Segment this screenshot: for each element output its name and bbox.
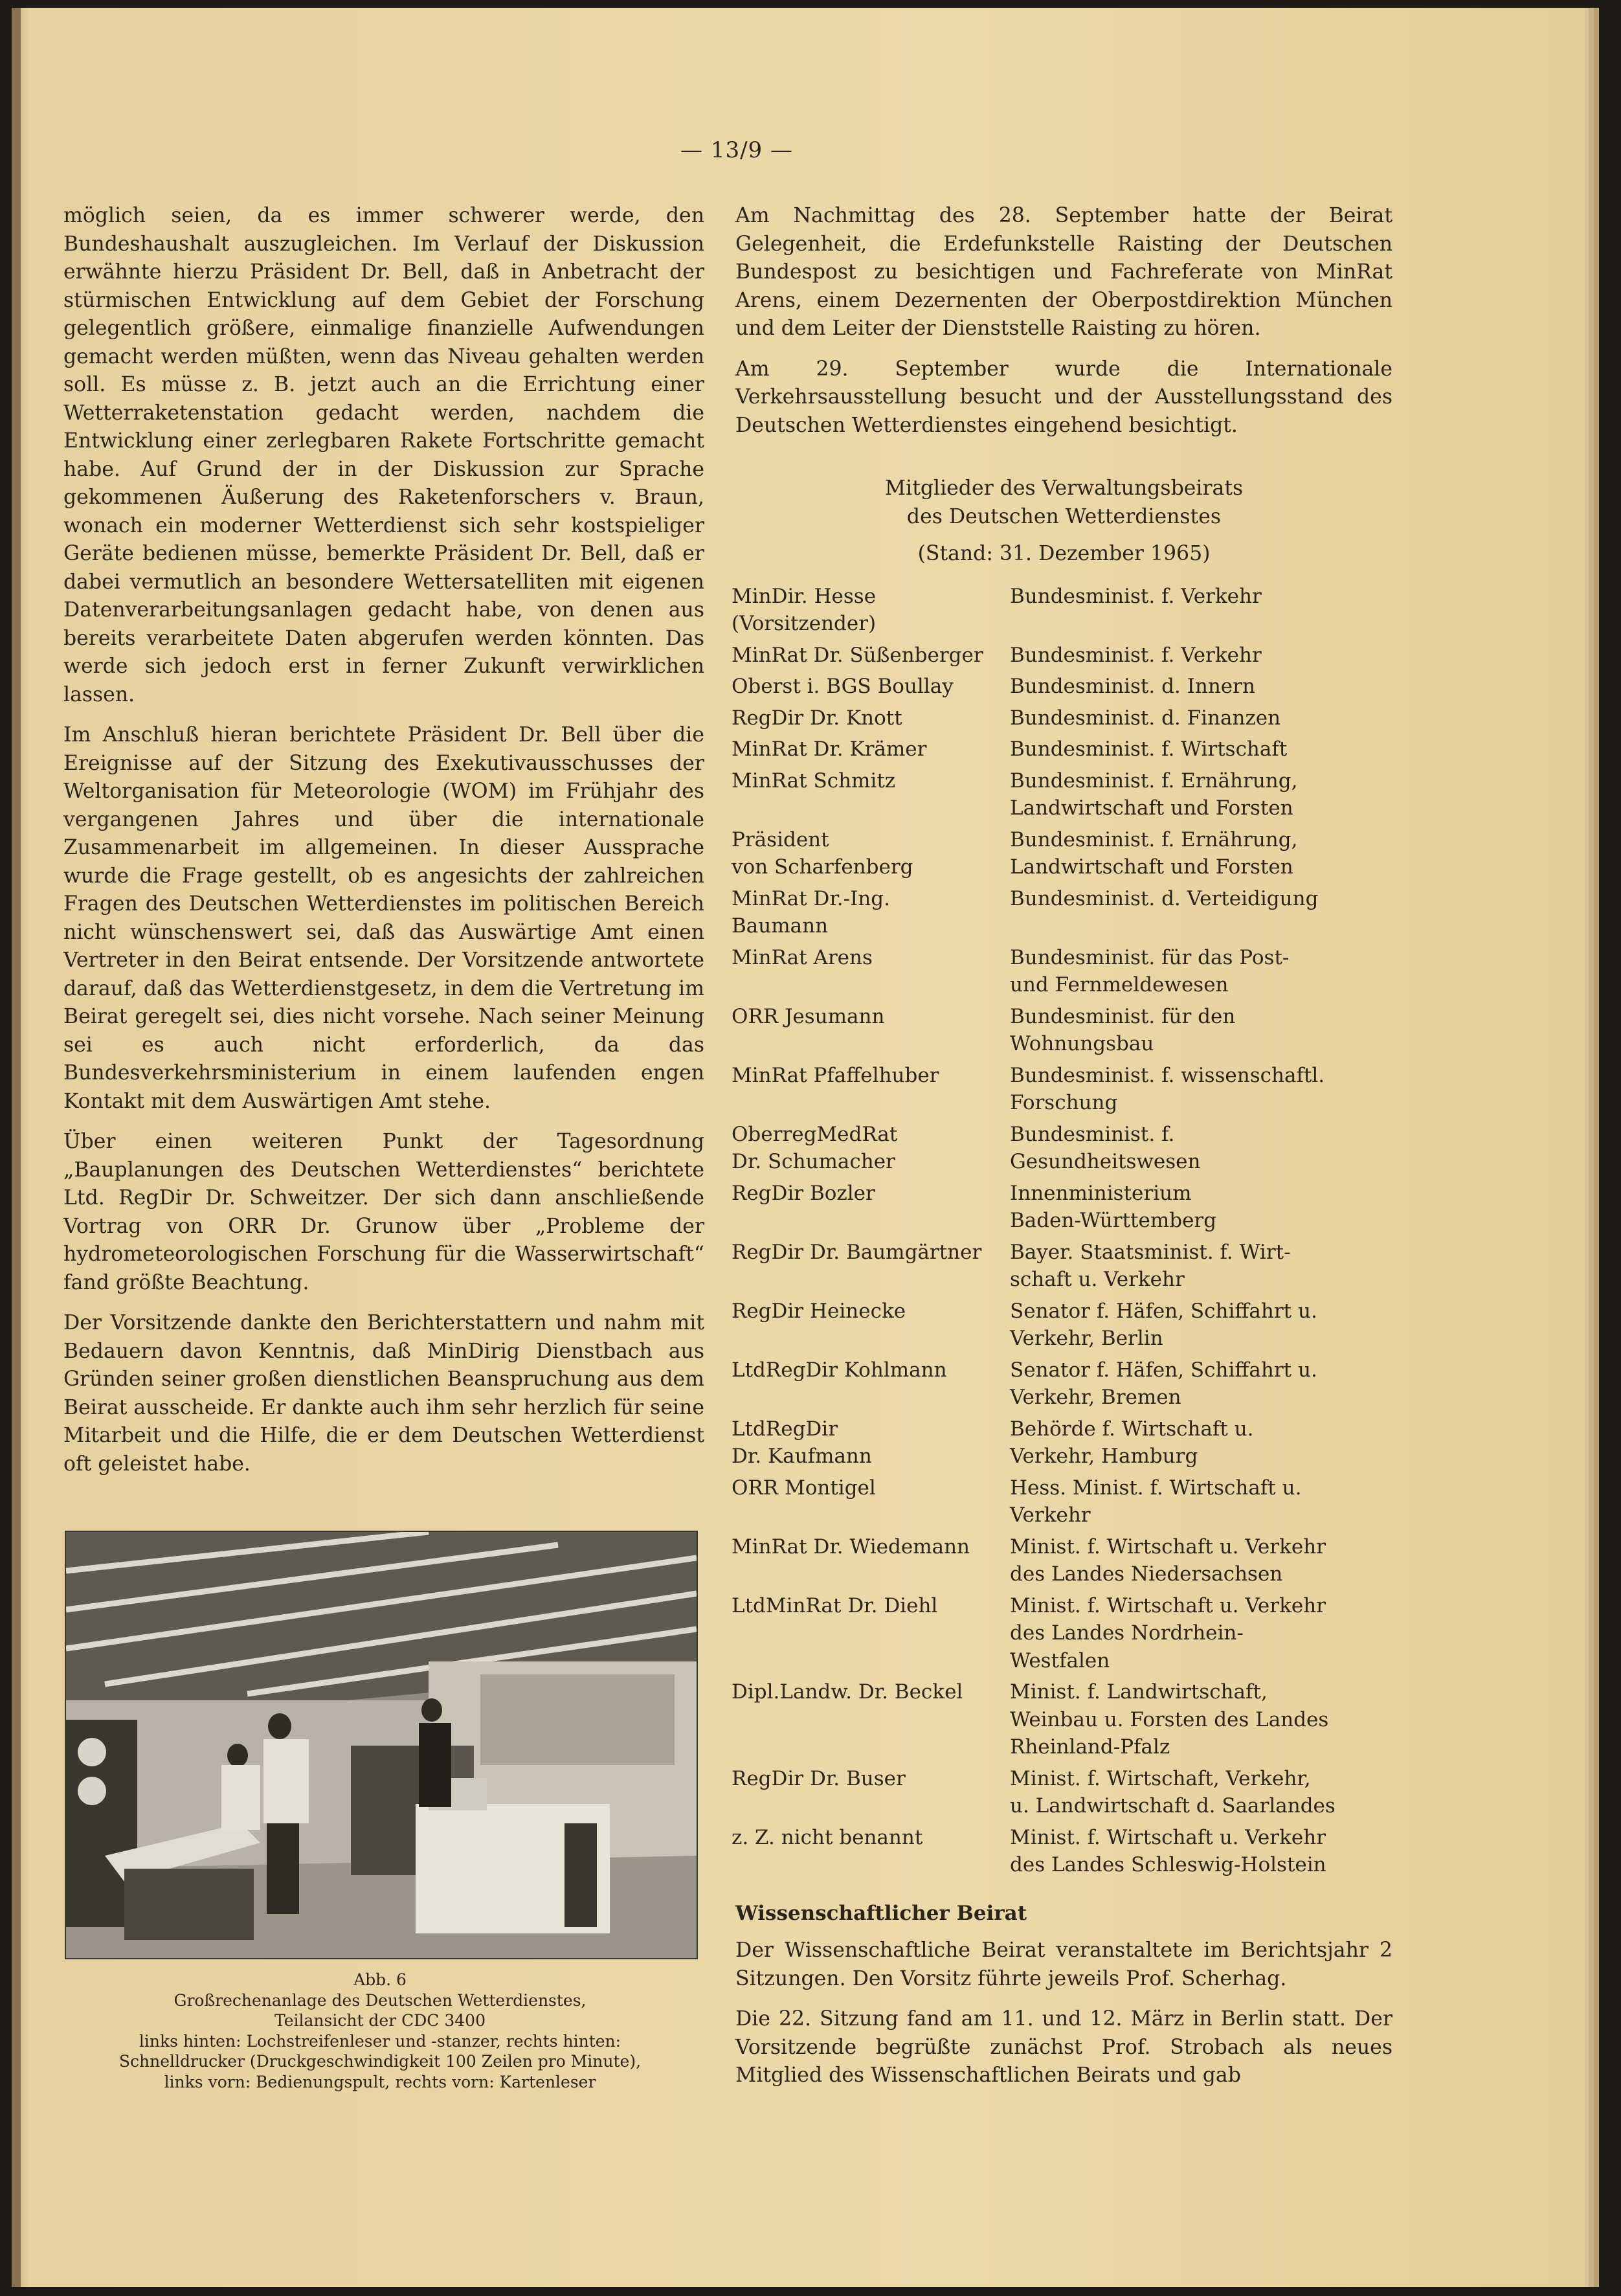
member-row — [732, 638, 1382, 670]
member-ministry: Hess. Minist. f. Wirtschaft u. Verkehr — [1010, 1476, 1302, 1527]
members-heading-line-2: des Deutschen Wetterdienstes — [906, 504, 1222, 528]
caption-line-2: Teilansicht der CDC 3400 — [274, 2011, 486, 2030]
member-row — [732, 1470, 1382, 1529]
member-ministry: Bundesminist. f. Verkehr — [1010, 643, 1262, 667]
section-paragraph-2: Die 22. Sitzung fand am 11. und 12. März in Berlin statt. Der Vorsitzende begrüßte zunächst Prof. Strobach als neues Mitglied des Wissenschaftlichen Beirats und gab — [735, 2007, 1392, 2087]
member-row — [732, 881, 1382, 940]
member-row — [732, 1294, 1382, 1353]
members-stand-date: (Stand: 31. Dezember 1965) — [917, 542, 1211, 565]
member-ministry: Bundesminist. f. Ernährung, Landwirtschaft und Forsten — [1010, 769, 1298, 820]
member-name: MinRat Pfaffelhuber — [732, 1063, 939, 1087]
member-ministry: Bundesminist. d. Finanzen — [1010, 706, 1281, 730]
member-name: RegDir Dr. Baumgärtner — [732, 1240, 982, 1264]
caption-line-1: Großrechenanlage des Deutschen Wetterdienstes, — [173, 1990, 587, 2010]
section-paragraph-1: Der Wissenschaftliche Beirat veranstaltete im Berichtsjahr 2 Sitzungen. Den Vorsitz führte jeweils Prof. Scherhag. — [735, 1939, 1392, 1990]
members-heading-line-1: Mitglieder des Verwaltungsbeirats — [884, 477, 1244, 500]
member-ministry: Minist. f. Landwirtschaft, Weinbau u. Forsten des Landes Rheinland-Pfalz — [1010, 1680, 1329, 1759]
member-ministry: Minist. f. Wirtschaft u. Verkehr des Landes Nordrhein- Westfalen — [1010, 1593, 1326, 1672]
figure-title: Abb. 6 — [353, 1970, 407, 1989]
member-name: Präsident von Scharfenberg — [732, 827, 913, 879]
member-row — [732, 701, 1382, 732]
page-binding-edge — [12, 8, 21, 2287]
member-ministry: Bundesminist. f. wissenschaftl. Forschung — [1010, 1063, 1325, 1114]
member-name: LtdRegDir Dr. Kaufmann — [732, 1417, 872, 1468]
member-name: MinRat Dr. Krämer — [732, 737, 927, 761]
member-ministry: Senator f. Häfen, Schiffahrt u. Verkehr, Bremen — [1010, 1358, 1317, 1409]
member-name: MinRat Dr. Süßenberger — [732, 643, 983, 667]
member-ministry: Bundesminist. d. Innern — [1010, 675, 1255, 698]
member-name: OberregMedRat Dr. Schumacher — [732, 1122, 898, 1173]
left-paragraph-3: Über einen weiteren Punkt der Tagesordnung „Bauplanungen des Deutschen Wetterdienstes“ berichtete Ltd. RegDir Dr. Schweitzer. Der sich dann anschließende Vortrag von ORR Dr. Grunow über „Probleme der hydrometeorologischen Forschung für die Wasserwirtschaft“ fand größte Beachtung. — [63, 1130, 704, 1294]
member-ministry: Bayer. Staatsminist. f. Wirt- schaft u. Verkehr — [1010, 1240, 1291, 1291]
member-row — [732, 1761, 1382, 1820]
left-paragraph-1: möglich seien, da es immer schwerer werde, den Bundeshaushalt auszugleichen. Im Verlauf der Diskussion erwähnte hierzu Präsident Dr. Bell, daß in Anbetracht der stürmischen Entwicklung auf dem Gebiet der Forschung gelegentlich größere, einmalige finanzielle Aufwendungen gemacht werden müßten, wenn das Niveau gehalten werden soll. Es müsse z. B. jetzt auch an die Errichtung einer Wetterraketenstation gedacht werden, nachdem die Entwicklung einer zerlegbaren Rakete Fortschritte gemacht habe. Auf Grund der in der Diskussion zur Sprache gekommenen Äußerung des Raketenforschers v. Braun, wonach ein moderner Wetterdienst sich sehr kostspieliger Geräte bedienen müsse, bemerkte Präsident Dr. Bell, daß er dabei vermutlich an besondere Wettersatelliten mit eigenen Datenverarbeitungsanlagen gedacht habe, von denen aus bereits verarbeitete Daten abgerufen werden könnten. Das werde sich jedoch erst in ferner Zukunft verwirklichen lassen. — [63, 204, 704, 706]
members-table — [732, 583, 1382, 1879]
member-name: ORR Montigel — [732, 1476, 876, 1500]
member-name: RegDir Heinecke — [732, 1299, 906, 1323]
right-column — [732, 202, 1392, 2102]
member-row — [732, 1176, 1382, 1235]
member-name: Oberst i. BGS Boullay — [732, 675, 954, 698]
member-row — [732, 822, 1382, 881]
member-name: MinRat Dr.-Ing. Baumann — [732, 886, 890, 938]
member-name: MinDir. Hesse (Vorsitzender) — [732, 584, 877, 635]
member-name: RegDir Dr. Knott — [732, 706, 902, 730]
right-paragraph-2: Am 29. September wurde die Internationale Verkehrsausstellung besucht und der Ausstellungsstand des Deutschen Wetterdienstes eingehend besichtigt. — [735, 357, 1392, 437]
page-number: — 13/9 — — [680, 137, 793, 163]
member-name: Dipl.Landw. Dr. Beckel — [732, 1680, 963, 1704]
caption-line-3: links hinten: Lochstreifenleser und -stanzer, rechts hinten: — [139, 2031, 621, 2051]
member-ministry: Bundesminist. f. Ernährung, Landwirtschaft und Forsten — [1010, 827, 1298, 879]
member-ministry: Bundesminist. f. Gesundheitswesen — [1010, 1122, 1201, 1173]
member-row — [732, 1117, 1382, 1176]
member-row — [732, 583, 1382, 638]
section-heading: Wissenschaftlicher Beirat — [735, 1901, 1027, 1925]
member-ministry: Minist. f. Wirtschaft, Verkehr, u. Landwirtschaft d. Saarlandes — [1010, 1766, 1336, 1818]
member-ministry: Bundesminist. f. Wirtschaft — [1010, 737, 1288, 761]
member-name: z. Z. nicht benannt — [732, 1825, 923, 1849]
member-row — [732, 999, 1382, 1058]
member-name: MinRat Schmitz — [732, 769, 896, 793]
caption-line-4: Schnelldrucker (Druckgeschwindigkeit 100 Zeilen pro Minute), — [118, 2052, 642, 2071]
member-name: ORR Jesumann — [732, 1004, 885, 1028]
member-ministry: Bundesminist. d. Verteidigung — [1010, 886, 1319, 910]
member-ministry: Bundesminist. für das Post- und Fernmeldewesen — [1010, 945, 1290, 996]
member-name: MinRat Dr. Wiedemann — [732, 1535, 970, 1559]
member-name: RegDir Dr. Buser — [732, 1766, 906, 1790]
left-paragraph-4: Der Vorsitzende dankte den Berichterstattern und nahm mit Bedauern davon Kenntnis, daß MinDirig Dienstbach aus Gründen seiner großen dienstlichen Beanspruchung aus dem Beirat ausscheide. Er dankte auch ihm sehr herzlich für seine Mitarbeit und die Hilfe, die er dem Deutschen Wetterdienst oft geleistet habe. — [63, 1311, 704, 1476]
members-table-body — [732, 583, 1382, 1879]
document-page — [12, 8, 1585, 2287]
right-paragraph-1: Am Nachmittag des 28. September hatte der Beirat Gelegenheit, die Erdefunkstelle Raisting der Deutschen Bundespost zu besichtigen und Fachreferate von MinRat Arens, einem Dezernenten der Oberpostdirektion München und dem Leiter der Dienststelle Raisting zu hören. — [735, 204, 1392, 340]
member-row — [732, 1353, 1382, 1412]
member-name: RegDir Bozler — [732, 1181, 875, 1205]
member-ministry: Senator f. Häfen, Schiffahrt u. Verkehr, Berlin — [1010, 1299, 1317, 1350]
caption-line-5: links vorn: Bedienungspult, rechts vorn: Kartenleser — [164, 2072, 596, 2091]
member-row — [732, 763, 1382, 822]
member-row — [732, 1235, 1382, 1294]
computer-room-photo — [65, 1531, 698, 1959]
left-column — [63, 202, 704, 1491]
member-row — [732, 732, 1382, 763]
member-row — [732, 1820, 1382, 1879]
member-ministry: Minist. f. Wirtschaft u. Verkehr des Landes Schleswig-Holstein — [1010, 1825, 1326, 1876]
member-row — [732, 1058, 1382, 1117]
member-name: MinRat Arens — [732, 945, 873, 969]
member-ministry: Bundesminist. für den Wohnungsbau — [1010, 1004, 1236, 1055]
left-paragraph-2: Im Anschluß hieran berichtete Präsident Dr. Bell über die Ereignisse auf der Sitzung des Exekutivausschusses der Weltorganisation für Meteorologie (WOM) im Frühjahr des vergangenen Jahres und über die internationale Zusammenarbeit im allgemeinen. In dieser Aussprache wurde die Frage gestellt, ob es angesichts der zahlreichen Fragen des Deutschen Wetterdienstes im politischen Bereich nicht wünschenswert sei, daß das Auswärtige Amt einen Vertreter in den Beirat entsende. Der Vorsitzende antwortete darauf, daß das Wetterdienstgesetz, in dem die Vertretung im Beirat geregelt sei, dies nicht vorsehe. Nach seiner Meinung sei es auch nicht erforderlich, da das Bundesverkehrsministerium in einem laufenden engen Kontakt mit dem Auswärtigen Amt stehe. — [63, 723, 704, 1113]
member-ministry: Innenministerium Baden-Württemberg — [1010, 1181, 1217, 1232]
member-ministry: Behörde f. Wirtschaft u. Verkehr, Hamburg — [1010, 1417, 1254, 1468]
member-row — [732, 1588, 1382, 1675]
figure-caption — [65, 1970, 695, 2092]
member-row — [732, 1674, 1382, 1761]
member-row — [732, 940, 1382, 999]
member-ministry: Minist. f. Wirtschaft u. Verkehr des Landes Niedersachsen — [1010, 1535, 1326, 1586]
member-row — [732, 1412, 1382, 1470]
member-row — [732, 1529, 1382, 1588]
member-ministry: Bundesminist. f. Verkehr — [1010, 584, 1262, 608]
member-name: LtdRegDir Kohlmann — [732, 1358, 947, 1382]
member-row — [732, 669, 1382, 701]
member-name: LtdMinRat Dr. Diehl — [732, 1593, 938, 1617]
